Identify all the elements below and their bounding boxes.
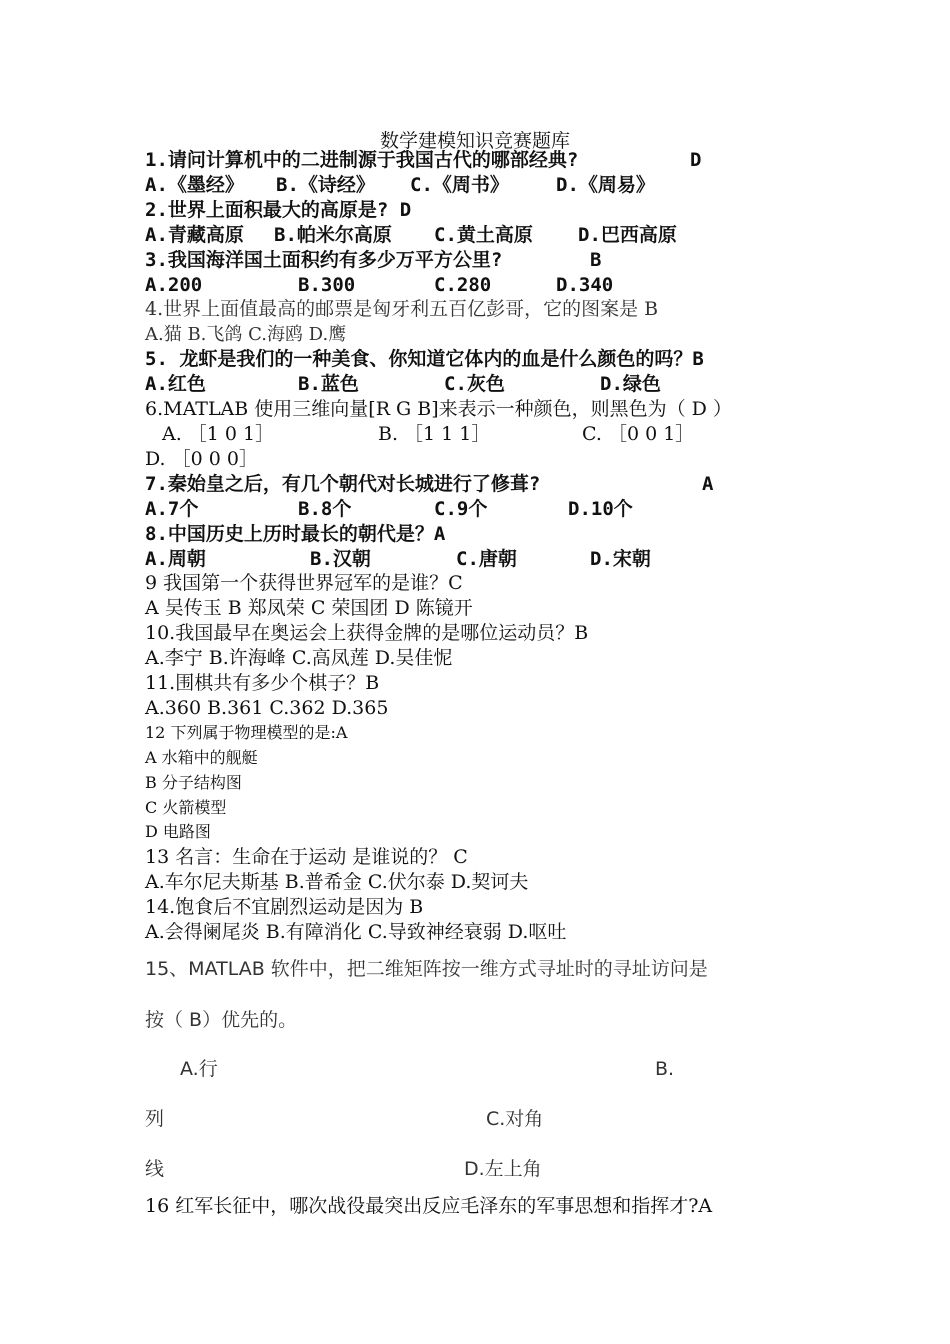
question-8: 8.中国历史上历时最长的朝代是？A [145,523,446,545]
q15-option-b: B. [655,1058,675,1080]
q12-option-c: C 火箭模型 [145,798,227,817]
question-6: 6.MATLAB 使用三维向量[R G B]来表示一种颜色，则黑色为（ D ） [145,398,732,420]
question-15-line-1: 15、MATLAB 软件中，把二维矩阵按一维方式寻址时的寻址访问是 [145,958,708,980]
q15-option-c: C.对角 [486,1108,544,1130]
q12-option-a: A 水箱中的舰艇 [145,748,258,767]
q5-option-c: C.灰色 [444,373,505,395]
q8-option-b: B.汉朝 [310,548,371,570]
q3-option-d: D.340 [556,274,614,296]
q1-option-c: C.《周书》 [410,174,509,196]
q7-option-b: B.8个 [298,498,352,520]
q13-options: A.车尔尼夫斯基 B.普希金 C.伏尔泰 D.契诃夫 [145,871,529,893]
document-title: 数学建模知识竞赛题库 [379,130,570,152]
question-3-answer: B [590,249,602,271]
question-5: 5. 龙虾是我们的一种美食、你知道它体内的血是什么颜色的吗？B [145,348,704,370]
q2-option-c: C.黄土高原 [434,224,533,246]
q14-options: A.会得阑尾炎 B.有障消化 C.导致神经衰弱 D.呕吐 [145,921,567,943]
q6-option-a: A. ［1 0 1］ [162,423,275,445]
question-7: 7.秦始皇之后，有几个朝代对长城进行了修葺? [145,473,541,495]
q7-option-c: C.9个 [434,498,488,520]
q2-option-d: D.巴西高原 [578,224,677,246]
q2-option-a: A.青藏高原 [145,224,244,246]
question-14: 14.饱食后不宜剧烈运动是因为 B [145,896,424,918]
q3-option-c: C.280 [434,274,492,296]
question-9: 9 我国第一个获得世界冠军的是谁？C [145,572,463,594]
q15-option-c-continued: 线 [145,1158,165,1180]
q10-options: A.李宁 B.许海峰 C.高凤莲 D.吴佳怩 [145,647,453,669]
question-2: 2.世界上面积最大的高原是? D [145,199,412,221]
q15-option-b-continued: 列 [145,1108,165,1130]
question-10: 10.我国最早在奥运会上获得金牌的是哪位运动员？B [145,622,589,644]
q1-option-d: D.《周易》 [556,174,655,196]
q1-option-b: B.《诗经》 [276,174,375,196]
q8-option-d: D.宋朝 [590,548,651,570]
q3-option-a: A.200 [145,274,203,296]
question-7-answer: A [702,473,714,495]
q5-option-d: D.绿色 [600,373,661,395]
question-16: 16 红军长征中，哪次战役最突出反应毛泽东的军事思想和指挥才?A [145,1195,713,1217]
q6-option-d: D. ［0 0 0］ [145,448,258,470]
q4-options: A.猫 B.飞鸽 C.海鸥 D.鹰 [145,324,347,345]
q2-option-b: B.帕米尔高原 [274,224,392,246]
q15-option-d: D.左上角 [464,1158,542,1180]
question-4: 4.世界上面值最高的邮票是匈牙利五百亿彭哥，它的图案是 B [145,298,659,320]
q11-options: A.360 B.361 C.362 D.365 [145,697,389,719]
q6-option-b: B. ［1 1 1］ [378,423,491,445]
q5-option-a: A.红色 [145,373,206,395]
q7-option-a: A.7个 [145,498,199,520]
q8-option-c: C.唐朝 [456,548,517,570]
question-3: 3.我国海洋国土面积约有多少万平方公里? [145,249,503,271]
question-1-answer: D [690,149,702,171]
q6-option-c: C. ［0 0 1］ [582,423,695,445]
q3-option-b: B.300 [298,274,356,296]
q12-option-b: B 分子结构图 [145,773,242,792]
q8-option-a: A.周朝 [145,548,206,570]
q9-options: A 吴传玉 B 郑凤荣 C 荣国团 D 陈镜开 [145,597,473,619]
question-13: 13 名言：生命在于运动 是谁说的？ C [145,846,468,868]
question-11: 11.围棋共有多少个棋子？B [145,672,380,694]
q15-option-a: A.行 [180,1058,218,1080]
question-12: 12 下列属于物理模型的是:A [145,723,348,742]
question-1: 1.请问计算机中的二进制源于我国古代的哪部经典? [145,149,579,171]
question-15-line-2: 按（ B）优先的。 [145,1009,298,1031]
q12-option-d: D 电路图 [145,822,211,841]
q7-option-d: D.10个 [568,498,633,520]
q5-option-b: B.蓝色 [298,373,359,395]
q1-option-a: A.《墨经》 [145,174,244,196]
